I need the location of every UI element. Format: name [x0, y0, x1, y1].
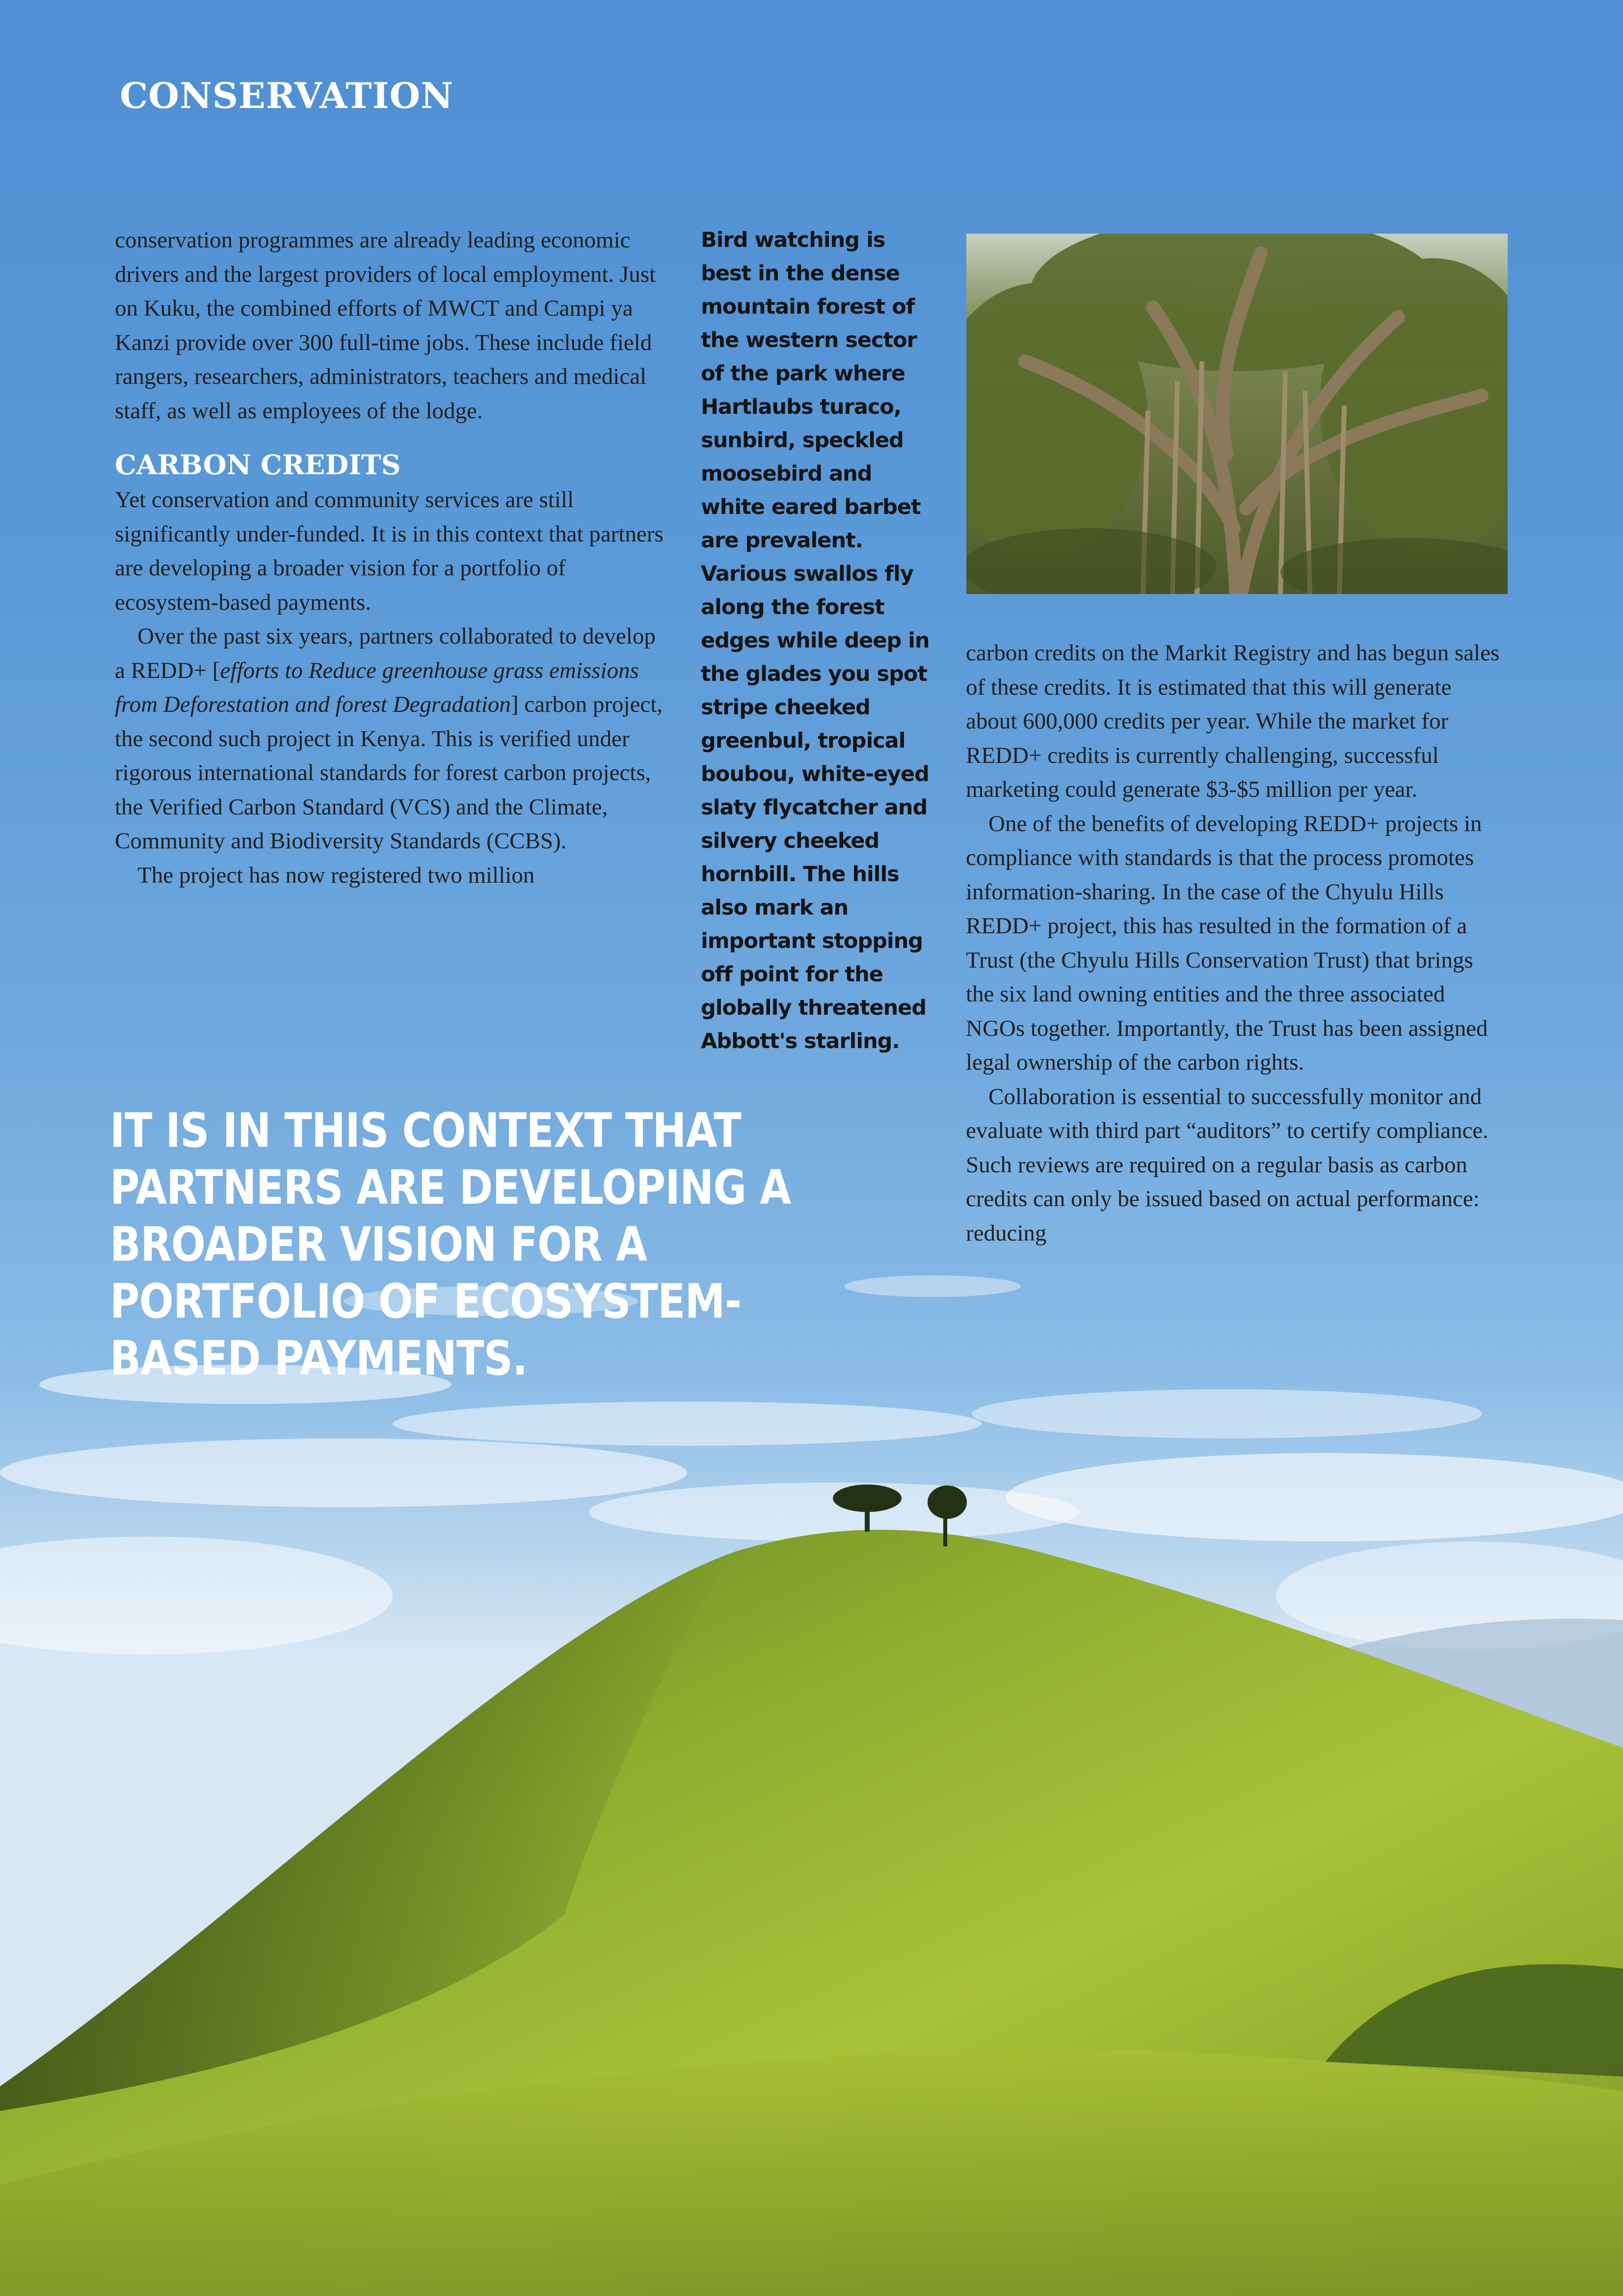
right-paragraph-3: Collaboration is essential to successfully monitor and evaluate with third part “auditors” to certify compliance. Such reviews are required on a regular basis as carbon credits can only be issued based on actual performance: reducing — [966, 1083, 1489, 1246]
intro-paragraph: conservation programmes are already leading economic drivers and the largest providers of local employment. Just on Kuku, the combined efforts of MWCT and Campi ya Kanzi provide over 300 full-time jobs. These include field rangers, researchers, administrators, teachers and medical staff, as well as employees of the lodge. — [115, 227, 656, 424]
right-paragraph-1: carbon credits on the Markit Registry and has begun sales of these credits. It is estimated that this will generate about 600,000 credits per year. While the market for REDD+ credits is currently challenging, successful marketing could generate $3-$5 million per year. — [966, 640, 1500, 802]
left-column — [115, 223, 665, 892]
bird-watching-sidebar — [701, 223, 931, 1058]
right-column-text — [966, 636, 1506, 1250]
redd-definition: efforts to Reduce greenhouse grass emissions from Deforestation and forest Degradation — [115, 657, 639, 717]
carbon-paragraph-1: Yet conservation and community services are still significantly under-funded. It is in this context that partners are developing a broader vision for a portfolio of ecosystem-based payments. — [115, 487, 664, 615]
right-column — [966, 636, 1506, 1250]
carbon-credits-heading: CARBON CREDITS — [115, 449, 401, 481]
forest-tree-photo — [966, 234, 1508, 594]
carbon-paragraph-2: Over the past six years, partners collaborated to develop a REDD+ [efforts to Reduce greenhouse grass emissions from Deforestation and forest Degradation] carbon project, the second such project in Kenya. This is verified under rigorous international standards for forest carbon projects, the Verified Carbon Standard (VCS) and the Climate, Community and Biodiversity Standards (CCBS). — [115, 623, 663, 854]
carbon-paragraph-3: The project has now registered two million — [137, 862, 535, 888]
section-label: CONSERVATION — [120, 75, 453, 116]
left-column-text — [115, 223, 665, 892]
sidebar-text: Bird watching is best in the dense mountain forest of the western sector of the park where Hartlaubs turaco, sunbird, speckled moosebird and white eared barbet are prevalent. Various swallos fly along the forest edges while deep in the glades you spot stripe cheeked greenbul, tropical boubou, white-eyed slaty flycatcher and silvery cheeked hornbill. The hills also mark an important stopping off point for the globally threatened Abbott's starling. — [701, 228, 930, 1053]
right-paragraph-2: One of the benefits of developing REDD+ projects in compliance with standards is that the process promotes information-sharing. In the case of the Chyulu Hills REDD+ project, this has resulted in the formation of a Trust (the Chyulu Hills Conservation Trust) that brings the six land owning entities and the three associated NGOs together. Importantly, the Trust has been assigned legal ownership of the carbon rights. — [966, 810, 1488, 1075]
pull-quote: IT IS IN THIS CONTEXT THAT PARTNERS ARE DEVELOPING A BROADER VISION FOR A PORTFOLIO OF ECOSYSTEM-BASED PAYMENTS. — [110, 1103, 791, 1386]
